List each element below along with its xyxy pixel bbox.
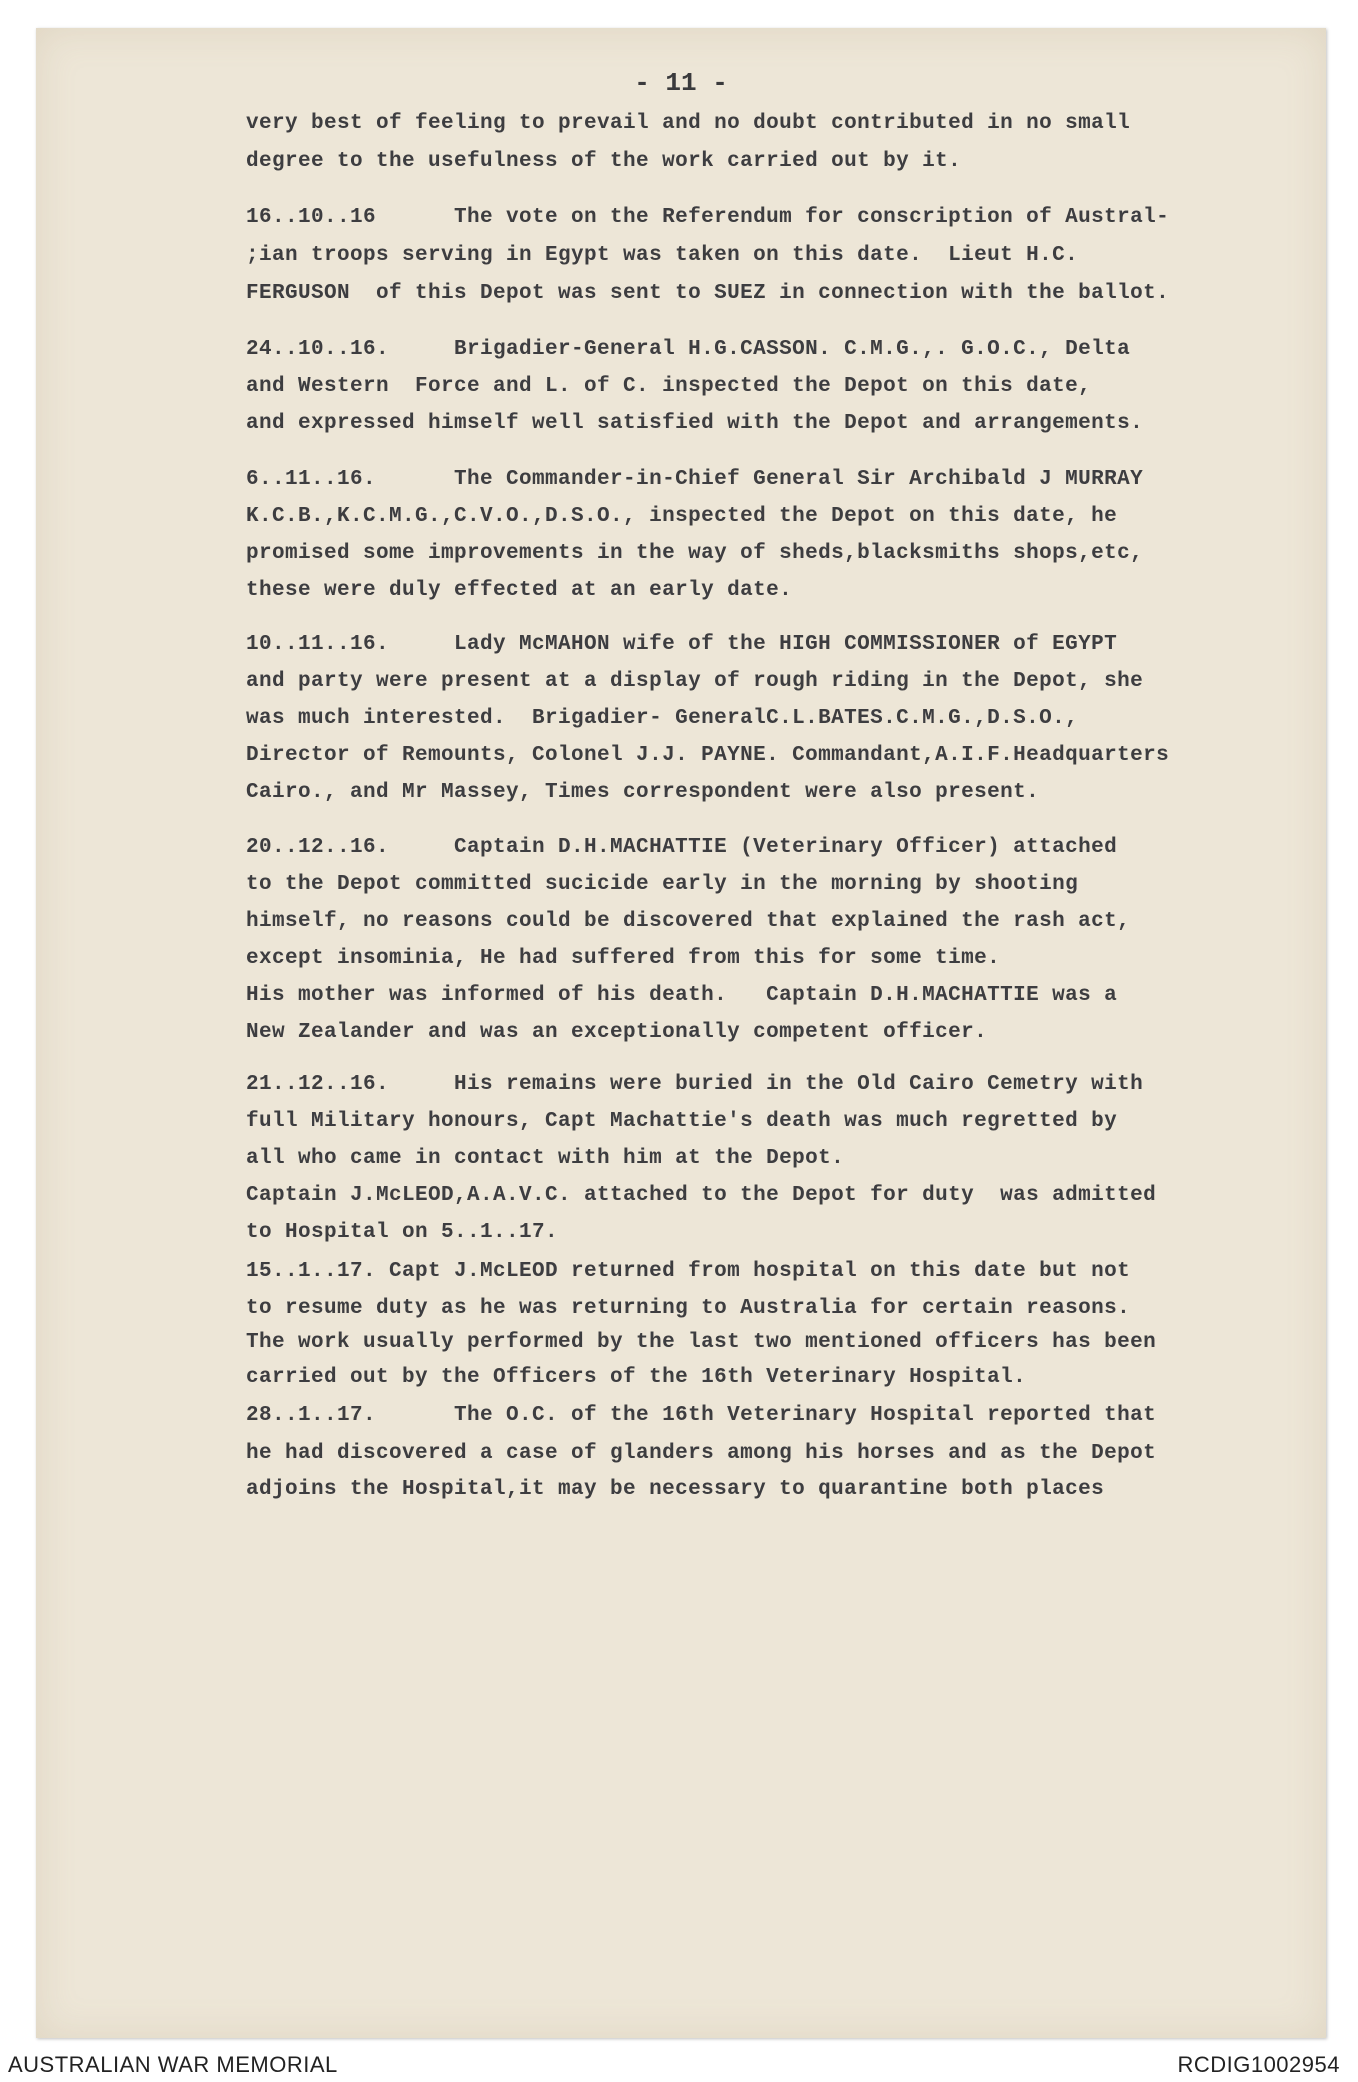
text-line: all who came in contact with him at the Depot.: [246, 1147, 845, 1170]
text-line: degree to the usefulness of the work carried out by it.: [246, 150, 962, 173]
text-line: 15..1..17. Capt J.McLEOD returned from hospital on this date but not: [246, 1260, 1131, 1283]
typed-page: [36, 28, 1326, 2038]
page-number: - 11 -: [634, 68, 728, 98]
text-line: 21..12..16. His remains were buried in the Old Cairo Cemetry with: [246, 1073, 1144, 1096]
text-line: 10..11..16. Lady McMAHON wife of the HIGH COMMISSIONER of EGYPT: [246, 633, 1118, 656]
text-line: and party were present at a display of rough riding in the Depot, she: [246, 670, 1144, 693]
text-line: very best of feeling to prevail and no doubt contributed in no small: [246, 112, 1131, 135]
text-line: 28..1..17. The O.C. of the 16th Veterinary Hospital reported that: [246, 1404, 1157, 1427]
text-line: these were duly effected at an early date.: [246, 579, 793, 602]
text-line: was much interested. Brigadier- GeneralC.L.BATES.C.M.G.,D.S.O.,: [246, 707, 1079, 730]
text-line: himself, no reasons could be discovered that explained the rash act,: [246, 910, 1131, 933]
footer-institution: AUSTRALIAN WAR MEMORIAL: [8, 2052, 338, 2077]
text-line: carried out by the Officers of the 16th Veterinary Hospital.: [246, 1366, 1027, 1389]
text-line: K.C.B.,K.C.M.G.,C.V.O.,D.S.O., inspected the Depot on this date, he: [246, 505, 1118, 528]
text-line: Captain J.McLEOD,A.A.V.C. attached to the Depot for duty was admitted: [246, 1184, 1157, 1207]
text-line: 16..10..16 The vote on the Referendum for conscription of Austral-: [246, 206, 1170, 229]
text-line: adjoins the Hospital,it may be necessary to quarantine both places: [246, 1478, 1105, 1501]
text-line: promised some improvements in the way of sheds,blacksmiths shops,etc,: [246, 542, 1144, 565]
text-line: New Zealander and was an exceptionally competent officer.: [246, 1021, 988, 1044]
text-line: except insominia, He had suffered from this for some time.: [246, 947, 1001, 970]
text-line: to Hospital on 5..1..17.: [246, 1221, 559, 1244]
text-line: 6..11..16. The Commander-in-Chief General Sir Archibald J MURRAY: [246, 468, 1144, 491]
text-line: Director of Remounts, Colonel J.J. PAYNE. Commandant,A.I.F.Headquarters: [246, 744, 1170, 767]
text-line: he had discovered a case of glanders among his horses and as the Depot: [246, 1442, 1157, 1465]
text-line: and expressed himself well satisfied with the Depot and arrangements.: [246, 412, 1144, 435]
text-line: FERGUSON of this Depot was sent to SUEZ in connection with the ballot.: [246, 282, 1170, 305]
footer-record-id: RCDIG1002954: [1177, 2052, 1340, 2077]
text-line: 20..12..16. Captain D.H.MACHATTIE (Veterinary Officer) attached: [246, 836, 1118, 859]
text-line: to resume duty as he was returning to Australia for certain reasons.: [246, 1297, 1131, 1320]
text-line: to the Depot committed sucicide early in the morning by shooting: [246, 873, 1079, 896]
text-line: 24..10..16. Brigadier-General H.G.CASSON. C.M.G.,. G.O.C., Delta: [246, 338, 1131, 361]
text-line: full Military honours, Capt Machattie's death was much regretted by: [246, 1110, 1118, 1133]
text-line: His mother was informed of his death. Captain D.H.MACHATTIE was a: [246, 984, 1118, 1007]
text-line: Cairo., and Mr Massey, Times correspondent were also present.: [246, 781, 1040, 804]
text-line: The work usually performed by the last two mentioned officers has been: [246, 1331, 1157, 1354]
text-line: and Western Force and L. of C. inspected the Depot on this date,: [246, 375, 1092, 398]
text-line: ;ian troops serving in Egypt was taken on this date. Lieut H.C.: [246, 244, 1079, 267]
